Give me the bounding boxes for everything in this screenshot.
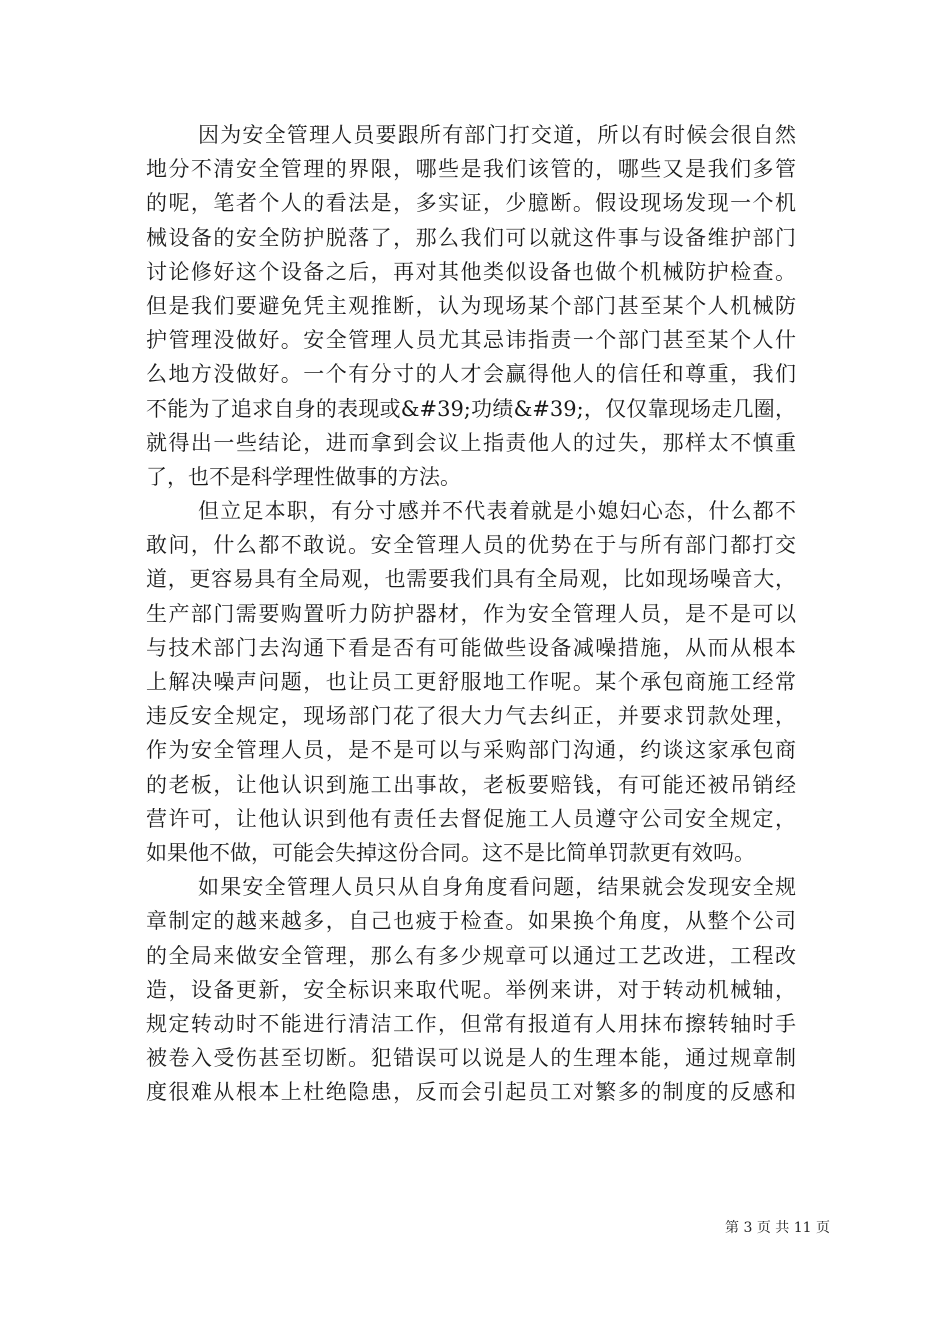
- paragraph-1-line: 护管理没做好。安全管理人员尤其忌讳指责一个部门甚至某个人什: [146, 328, 796, 353]
- paragraph-2-line: 敢问，什么都不敢说。安全管理人员的优势在于与所有部门都打交: [146, 533, 796, 558]
- paragraph-1-line: 讨论修好这个设备之后，再对其他类似设备也做个机械防护检查。: [146, 259, 796, 284]
- paragraph-2-line: 营许可，让他认识到他有责任去督促施工人员遵守公司安全规定，: [146, 806, 796, 831]
- paragraph-3-line: 造，设备更新，安全标识来取代呢。举例来讲，对于转动机械轴，: [146, 977, 796, 1002]
- paragraph-2-line: 道，更容易具有全局观，也需要我们具有全局观，比如现场噪音大，: [146, 567, 796, 592]
- page-number-footer: 第 3 页 共 11 页: [725, 1220, 830, 1236]
- paragraph-1-line: 因为安全管理人员要跟所有部门打交道，所以有时候会很自然: [198, 123, 796, 147]
- paragraph-1-line: 但是我们要避免凭主观推断，认为现场某个部门甚至某个人机械防: [146, 293, 796, 318]
- paragraph-1-line: 了，也不是科学理性做事的方法。: [146, 464, 461, 489]
- paragraph-1-line: 械设备的安全防护脱落了，那么我们可以就这件事与设备维护部门: [146, 225, 796, 250]
- paragraph-1-line: 不能为了追求自身的表现或&#39;功绩&#39;，仅仅靠现场走几圈，: [146, 396, 796, 421]
- paragraph-3-line: 规定转动时不能进行清洁工作，但常有报道有人用抹布擦转轴时手: [146, 1011, 796, 1036]
- paragraph-3-line: 度很难从根本上杜绝隐患，反而会引起员工对繁多的制度的反感和: [146, 1080, 796, 1105]
- paragraph-1-line: 地分不清安全管理的界限，哪些是我们该管的，哪些又是我们多管: [146, 157, 796, 182]
- paragraph-3-line: 被卷入受伤甚至切断。犯错误可以说是人的生理本能，通过规章制: [146, 1046, 796, 1071]
- paragraph-2-line: 如果他不做，可能会失掉这份合同。这不是比简单罚款更有效吗。: [146, 840, 755, 865]
- paragraph-2-line: 但立足本职，有分寸感并不代表着就是小媳妇心态，什么都不: [198, 499, 796, 524]
- body-text: [146, 118, 796, 1109]
- paragraph-1-line: 么地方没做好。一个有分寸的人才会赢得他人的信任和尊重，我们: [146, 362, 796, 387]
- paragraph-3-line: 的全局来做安全管理，那么有多少规章可以通过工艺改进，工程改: [146, 943, 796, 968]
- paragraph-2-line: 的老板，让他认识到施工出事故，老板要赔钱，有可能还被吊销经: [146, 772, 796, 797]
- paragraph-2-line: 与技术部门去沟通下看是否有可能做些设备减噪措施，从而从根本: [146, 635, 796, 660]
- paragraph-1-line: 的呢，笔者个人的看法是，多实证，少臆断。假设现场发现一个机: [146, 191, 796, 216]
- paragraph-2-line: 违反安全规定，现场部门花了很大力气去纠正，并要求罚款处理，: [146, 704, 796, 729]
- paragraph-2-line: 作为安全管理人员，是不是可以与采购部门沟通，约谈这家承包商: [146, 738, 796, 763]
- paragraph-3-line: 如果安全管理人员只从自身角度看问题，结果就会发现安全规: [198, 875, 796, 900]
- paragraph-3-line: 章制定的越来越多，自己也疲于检查。如果换个角度，从整个公司: [146, 909, 796, 934]
- paragraph-2-line: 上解决噪声问题，也让员工更舒服地工作呢。某个承包商施工经常: [146, 670, 796, 694]
- paragraph-1-line: 就得出一些结论，进而拿到会议上指责他人的过失，那样太不慎重: [146, 430, 796, 455]
- paragraph-2-line: 生产部门需要购置听力防护器材，作为安全管理人员，是不是可以: [146, 601, 796, 626]
